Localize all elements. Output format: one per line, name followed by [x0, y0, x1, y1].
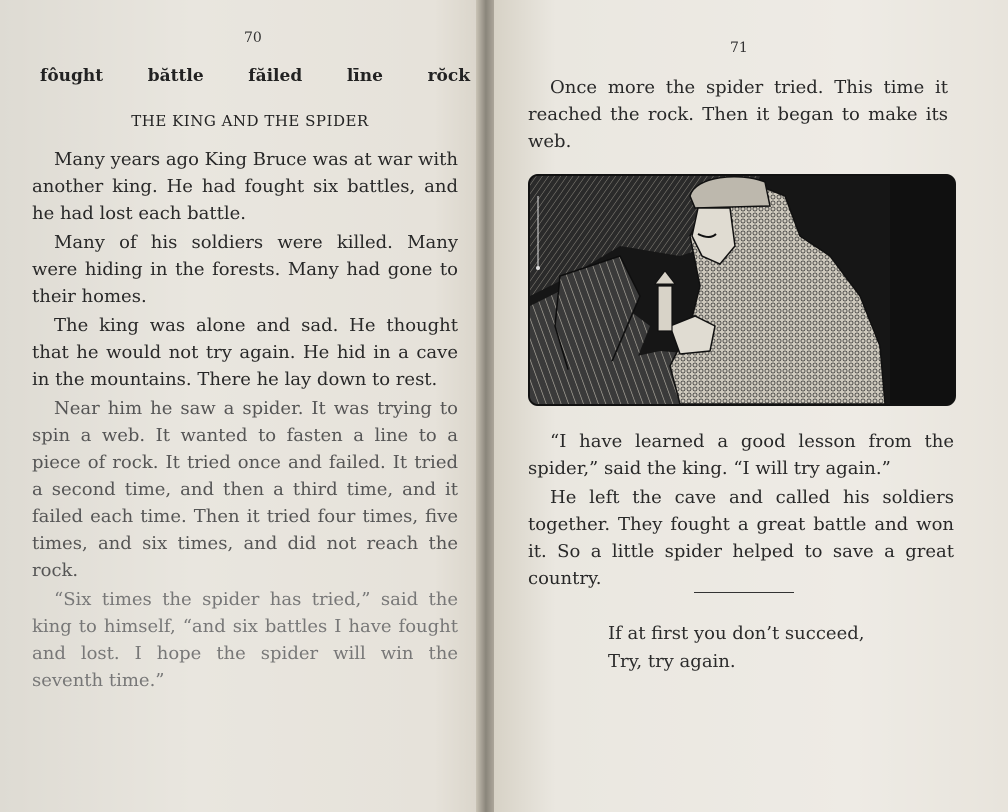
left-page-text	[32, 146, 458, 696]
paragraph: Many of his soldiers were killed. Many were hiding in the forests. Many had gone to their homes.	[32, 232, 458, 307]
paragraph: The king was alone and sad. He thought that he would not try again. He hid in a cave in the mountains. There he lay down to rest.	[32, 315, 458, 390]
right-page-text-bottom	[528, 428, 954, 594]
page-number-right: 71	[730, 40, 748, 56]
paragraph: He left the cave and called his soldiers together. They fought a great battle and won it. So a little spider helped to save a great country.	[528, 487, 954, 589]
illustration-drawing	[530, 176, 954, 404]
closing-poem	[608, 620, 864, 676]
vocab-word: fôught	[40, 66, 104, 86]
section-divider	[694, 592, 794, 593]
vocab-word: făiled	[248, 66, 303, 86]
right-page-text-top	[528, 74, 948, 157]
vocab-word: rŏck	[427, 66, 470, 86]
poem-line: If at first you don’t succeed,	[608, 623, 865, 644]
left-page	[0, 0, 482, 812]
knight-with-spider-illustration	[528, 174, 956, 406]
paragraph: Many years ago King Bruce was at war with another king. He had fought six battles, and he had lost each battle.	[32, 149, 458, 224]
paragraph: “Six times the spider has tried,” said the king to himself, “and six battles I have fought and lost. I hope the spider will win the seventh time.”	[32, 589, 458, 691]
page-number-left: 70	[244, 30, 262, 46]
paragraph: “I have learned a good lesson from the spider,” said the king. “I will try again.”	[528, 431, 954, 479]
vocab-word: băttle	[147, 66, 204, 86]
paragraph: Once more the spider tried. This time it reached the rock. Then it began to make its web.	[528, 77, 948, 152]
story-title: THE KING AND THE SPIDER	[131, 112, 369, 130]
vocab-word: līne	[346, 66, 383, 86]
poem-line: Try, try again.	[608, 651, 736, 672]
paragraph: Near him he saw a spider. It was trying to spin a web. It wanted to fasten a line to a piece of rock. It tried once and failed. It tried a second time, and then a third time, and it failed each time. Then it tried four times, five times, and six times, and did not reach the rock.	[32, 398, 458, 581]
vocabulary-words	[40, 66, 470, 86]
right-page	[494, 0, 1008, 812]
